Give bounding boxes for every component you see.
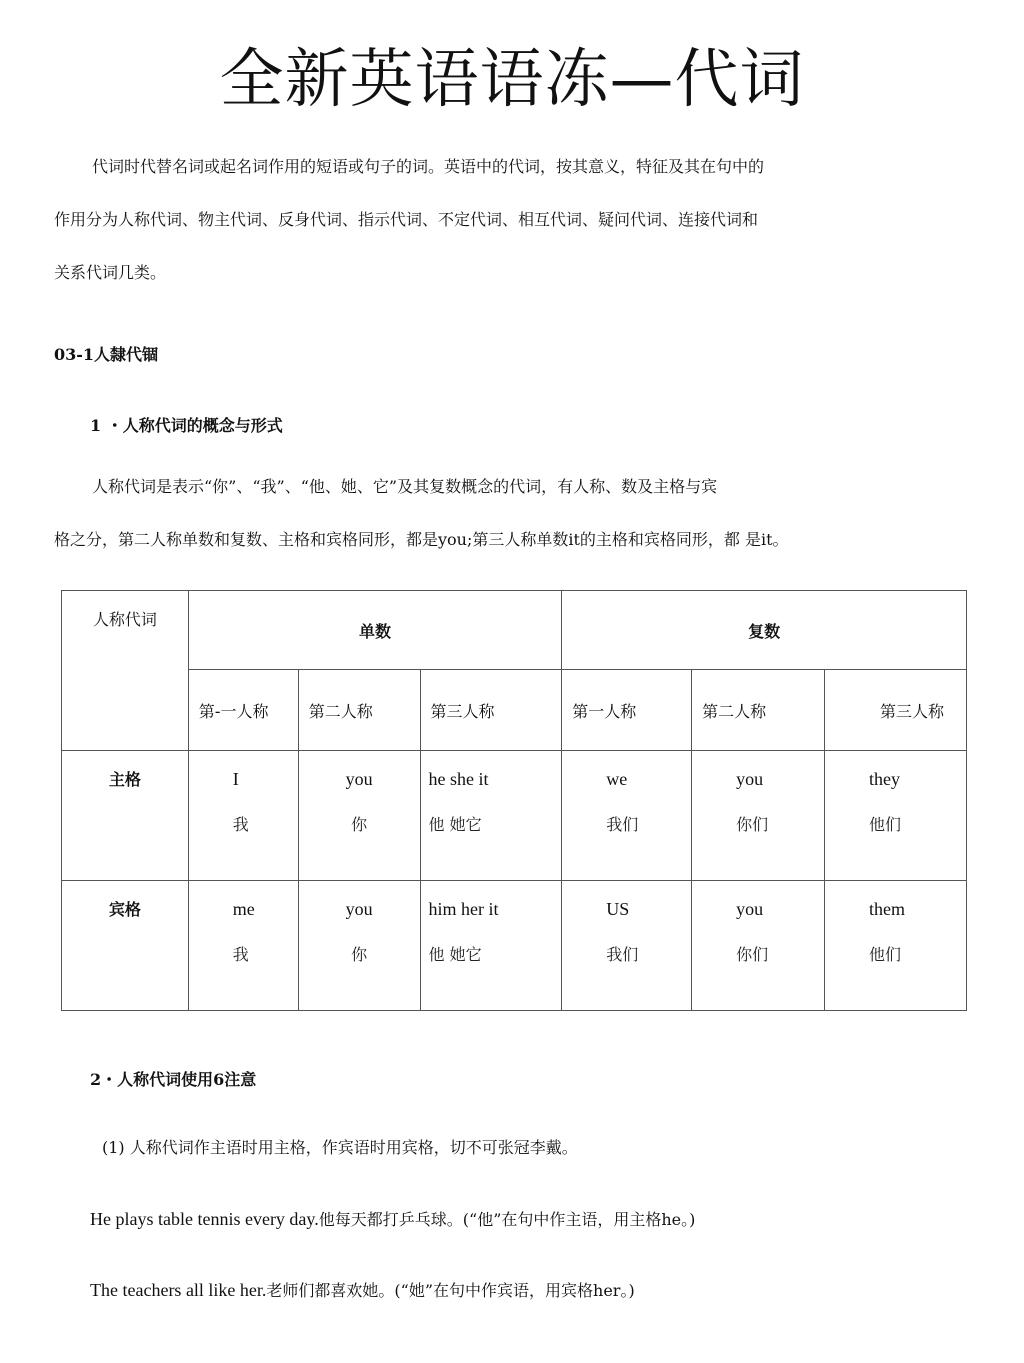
subsection-1-paragraph [54, 460, 984, 566]
pronoun-en: you [345, 899, 373, 919]
pronoun-zh: 他们 [869, 945, 902, 964]
pronoun-en: I [232, 769, 239, 789]
table-row [62, 751, 967, 881]
table-cell [188, 751, 298, 881]
example-1-english: He plays table tennis every day. [90, 1209, 319, 1229]
pronoun-en: you [736, 899, 764, 919]
person-header: 第二人称 [692, 670, 825, 751]
person-header: 第-一人称 [188, 670, 298, 751]
table-cell [825, 751, 967, 881]
pronoun-en: them [869, 899, 906, 919]
pronoun-en: you [345, 769, 373, 789]
table-cell [562, 881, 692, 1011]
table-corner-cell: 人称代词 [62, 591, 189, 751]
singular-header: 单数 [188, 591, 562, 670]
pronoun-zh: 他 她它 [428, 815, 482, 834]
example-2 [90, 1278, 635, 1301]
example-1 [90, 1207, 695, 1230]
intro-line-3: 关系代词几类。 [54, 263, 167, 282]
pronoun-en: we [606, 769, 628, 789]
case-label: 宾格 [62, 881, 189, 1011]
pronoun-zh: 你们 [736, 815, 769, 834]
section-heading: 03-1人隸代锢 [54, 345, 159, 364]
pronoun-en: they [869, 769, 901, 789]
table-row [62, 881, 967, 1011]
pronoun-zh: 我 [232, 815, 249, 834]
pronoun-zh: 我们 [606, 945, 639, 964]
example-1-chinese: 他每天都打乒乓球。(“他”在句中作主语，用主格he。) [318, 1210, 696, 1229]
person-header: 第三人称 [825, 670, 967, 751]
table-cell [692, 881, 825, 1011]
pronoun-zh: 我 [232, 945, 249, 964]
sub1-line-2: 格之分，第二人称单数和复数、主格和宾格同形，都是you;第三人称单数it的主格和宾格同形，都 是it。 [54, 530, 789, 549]
page-title: 全新英语语冻—代词 [219, 43, 805, 117]
pronoun-en: you [736, 769, 764, 789]
intro-line-2: 作用分为人称代词、物主代词、反身代词、指示代词、不定代词、相互代词、疑问代词、连接代词和 [54, 210, 759, 229]
person-header: 第三人称 [420, 670, 562, 751]
table-cell [298, 751, 420, 881]
pronoun-zh: 你们 [736, 945, 769, 964]
subsection-1-heading: 1 ・人称代词的概念与形式 [90, 416, 283, 435]
example-2-english: The teachers all like her. [90, 1280, 267, 1300]
intro-line-1: 代词时代替名词或起名词作用的短语或句子的词。英语中的代词，按其意义，特征及其在句中的 [92, 157, 765, 176]
pronoun-zh: 你 [351, 945, 368, 964]
pronoun-zh: 他们 [869, 815, 902, 834]
person-header: 第二人称 [298, 670, 420, 751]
pronoun-zh: 你 [351, 815, 368, 834]
subsection-2-heading: 2・人称代词使用6注意 [90, 1070, 257, 1089]
example-2-chinese: 老师们都喜欢她。(“她”在句中作宾语，用宾格her。) [266, 1281, 635, 1300]
pronoun-en: he she it [428, 769, 489, 789]
pronoun-zh: 他 她它 [428, 945, 482, 964]
pronoun-en: him her it [428, 899, 499, 919]
person-header: 第一人称 [562, 670, 692, 751]
table-cell [420, 751, 562, 881]
pronoun-zh: 我们 [606, 815, 639, 834]
table-cell [298, 881, 420, 1011]
case-label: 主格 [62, 751, 189, 881]
table-cell [188, 881, 298, 1011]
plural-header: 复数 [562, 591, 967, 670]
table-cell [692, 751, 825, 881]
table-cell [825, 881, 967, 1011]
pronoun-en: US [606, 899, 630, 919]
pronoun-en: me [232, 899, 255, 919]
table-cell [420, 881, 562, 1011]
pronoun-table [61, 590, 967, 1011]
sub1-line-1: 人称代词是表示“你”、“我”、“他、她、它”及其复数概念的代词，有人称、数及主格与宾 [92, 477, 718, 496]
table-cell [562, 751, 692, 881]
intro-paragraph [54, 140, 984, 299]
rule-1: (1) 人称代词作主语时用主格，作宾语时用宾格，切不可张冠李戴。 [102, 1138, 578, 1157]
